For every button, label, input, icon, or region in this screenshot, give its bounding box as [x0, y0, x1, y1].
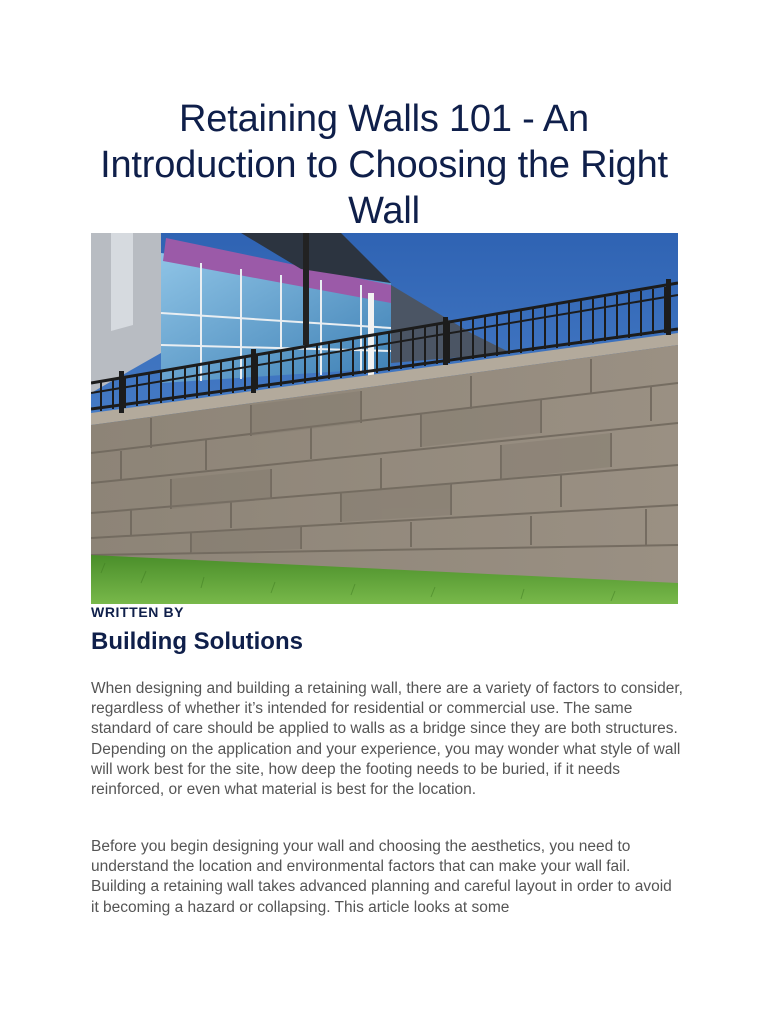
- hero-image: [91, 233, 678, 604]
- article-title: Retaining Walls 101 - An Introduction to Choosing the Right Wall: [100, 98, 668, 232]
- author-name: Building Solutions: [91, 628, 303, 655]
- body-paragraph: Before you begin designing your wall and choosing the aesthetics, you need to understand the location and environmental factors that can make your wall fail. Building a retaining wall takes advanced planning and careful layout in order to avoid it becoming a hazard or collapsing. This article looks at some: [91, 838, 672, 916]
- body-paragraph: When designing and building a retaining wall, there are a variety of factors to consider, regardless of whether it’s intended for residential or commercial use. The same standard of care should be applied to walls as a bridge since they are both structures. Depending on the application and your experience, you may wonder what style of wall will work best for the site, how deep the footing needs to be buried, if it needs reinforced, or even what material is best for the location.: [91, 680, 683, 799]
- byline-label: WRITTEN BY: [91, 604, 185, 620]
